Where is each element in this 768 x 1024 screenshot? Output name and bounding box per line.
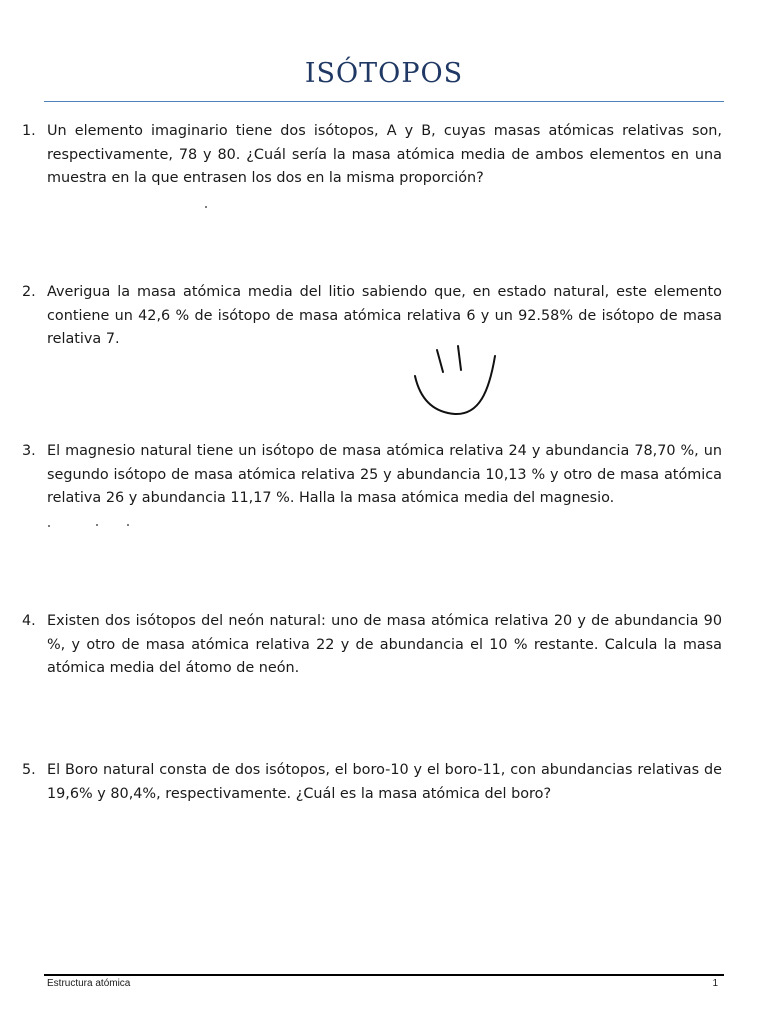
page-number: 1 — [712, 978, 718, 989]
question-5 — [22, 759, 722, 806]
question-2 — [22, 281, 722, 352]
question-text: El Boro natural consta de dos isótopos, el boro-10 y el boro-11, con abundancias relativas de 19,6% y 80,4%, respectivamente. ¿Cuál es la masa atómica del boro? — [47, 762, 722, 802]
question-number: 5. — [22, 762, 36, 778]
stray-mark — [127, 524, 129, 526]
hand-drawn-doodle — [405, 342, 505, 422]
stray-mark — [96, 524, 98, 526]
question-text: Averigua la masa atómica media del litio sabiendo que, en estado natural, este elemento contiene un 42,6 % de isótopo de masa atómica relativa 6 y un 92.58% de isótopo de masa relativa 7. — [47, 284, 722, 347]
title-divider — [44, 101, 724, 102]
question-1 — [22, 120, 722, 191]
footer-divider — [44, 974, 724, 976]
question-number: 2. — [22, 284, 36, 300]
stray-mark — [48, 525, 50, 527]
question-text: Existen dos isótopos del neón natural: uno de masa atómica relativa 20 y de abundancia 90 %, y otro de masa atómica relativa 22 y de abundancia el 10 % restante. Calcula la masa atómica media del átomo de neón. — [47, 613, 722, 676]
question-number: 4. — [22, 613, 36, 629]
footer-section-title: Estructura atómica — [47, 978, 131, 989]
question-number: 1. — [22, 123, 36, 139]
question-text: Un elemento imaginario tiene dos isótopos, A y B, cuyas masas atómicas relativas son, respectivamente, 78 y 80. ¿Cuál sería la masa atómica media de ambos elementos en una muestra en la que entrasen los dos en la misma proporción? — [47, 123, 722, 186]
question-3 — [22, 440, 722, 511]
stray-mark — [205, 206, 207, 208]
question-text: El magnesio natural tiene un isótopo de masa atómica relativa 24 y abundancia 78,70 %, un segundo isótopo de masa atómica relativa 25 y abundancia 10,13 % y otro de masa atómica relativa 26 y abundancia 11,17 %. Halla la masa atómica media del magnesio. — [47, 443, 722, 506]
question-4 — [22, 610, 722, 681]
page-title: ISÓTOPOS — [304, 58, 464, 89]
question-number: 3. — [22, 443, 36, 459]
